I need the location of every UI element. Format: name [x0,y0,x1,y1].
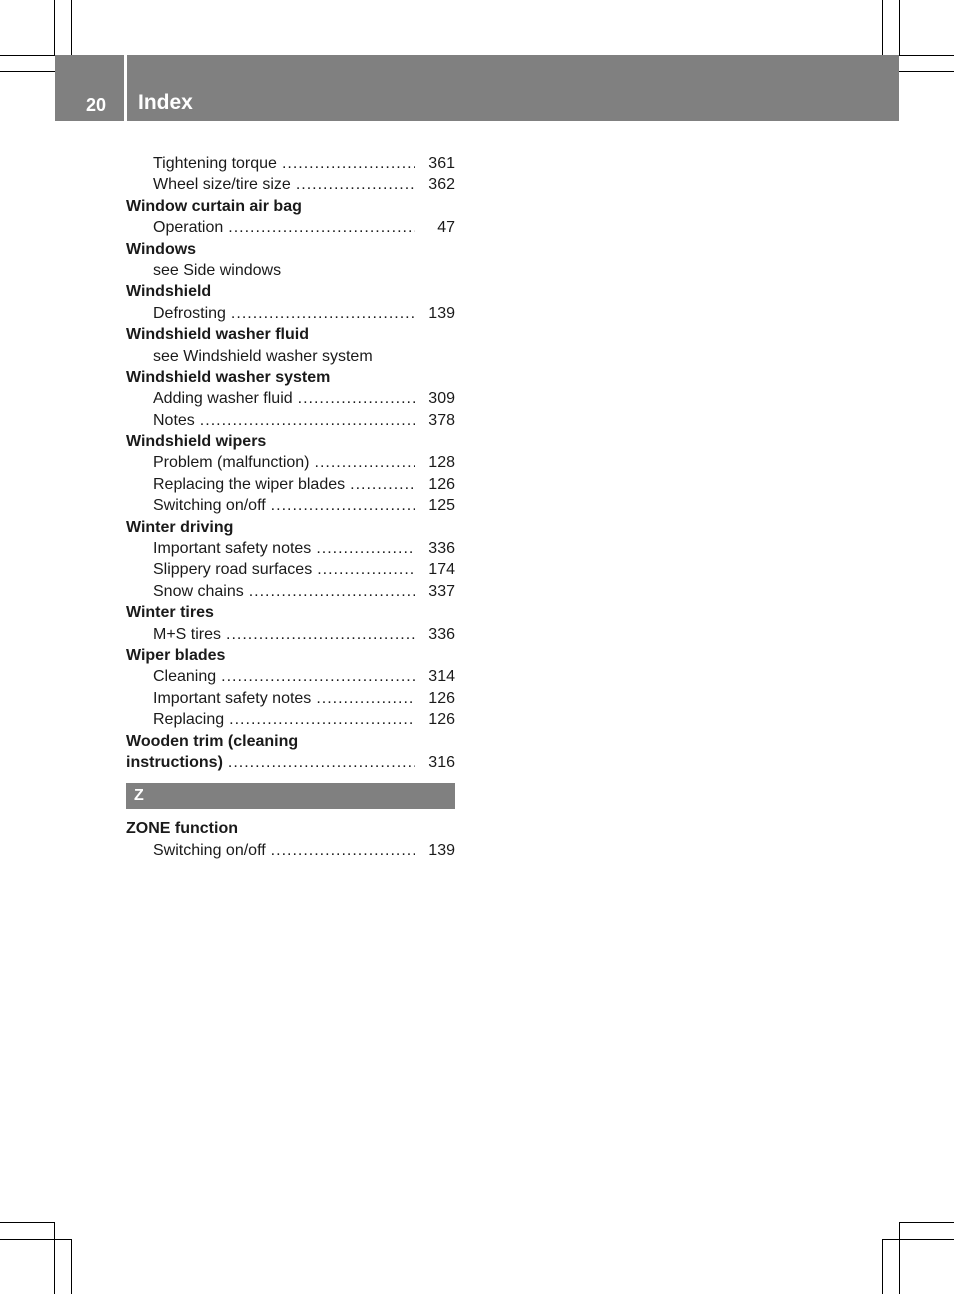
entry-text: M+S tires [153,625,222,643]
index-subentry [126,153,455,174]
entry-text: Windshield washer system [126,368,331,386]
entry-text: Switching on/off [153,497,266,515]
index-subentry [126,410,455,431]
dot-leader [316,688,415,709]
entry-text: Replacing [153,711,225,729]
entry-text: Defrosting [153,304,226,322]
crop-mark [0,55,55,56]
entry-text: Problem (malfunction) [153,454,310,472]
page-reference[interactable]: 47 [437,219,455,237]
page-reference[interactable]: 361 [428,155,455,172]
index-subentry [126,260,455,281]
dot-leader [249,581,415,602]
index-subentry [126,559,455,580]
crop-mark [899,1222,954,1223]
dot-leader [282,153,415,174]
entry-text: Adding washer fluid [153,390,293,408]
index-heading [126,818,455,839]
index-subentry [126,666,455,687]
entry-text: Switching on/off [153,841,266,859]
entry-text: Important safety notes [153,540,312,558]
index-subentry [126,174,455,195]
entry-text: Snow chains [153,582,244,600]
dot-leader [229,709,415,730]
page-reference[interactable]: 378 [428,411,455,429]
crop-mark [882,1239,883,1294]
dot-leader [317,559,415,580]
page-reference[interactable]: 126 [428,689,455,707]
page-reference[interactable]: 139 [428,841,455,859]
dot-leader [228,217,415,238]
entry-text: Cleaning [153,668,217,686]
index-heading [126,645,455,666]
entry-text: Notes [153,411,195,429]
page-reference[interactable]: 337 [428,582,455,600]
index-heading [126,517,455,538]
page-reference[interactable]: 336 [428,625,455,643]
index-heading [126,281,455,302]
dot-leader [226,624,415,645]
entry-text: Tightening torque [153,155,277,172]
entry-text: Windows [126,240,197,258]
section-letter-bar: Z [126,783,455,809]
page-reference[interactable]: 139 [428,304,455,322]
index-heading [126,431,455,452]
crop-mark [54,1222,55,1294]
entry-text: Replacing the wiper blades [153,475,346,493]
entry-text: see Windshield washer system [153,347,373,365]
entry-text: Wooden trim (cleaning [126,732,299,750]
entry-text: Slippery road surfaces [153,561,313,579]
index-subentry [126,495,455,516]
crop-mark [882,0,883,55]
entry-text: Window curtain air bag [126,197,302,215]
crop-mark [899,71,954,72]
dot-leader [298,388,415,409]
page-reference[interactable]: 362 [428,176,455,194]
index-subentry [126,688,455,709]
entry-text: Winter driving [126,518,234,536]
index-heading [126,324,455,345]
crop-mark [71,0,72,55]
page-reference[interactable]: 174 [428,561,455,579]
page-reference[interactable]: 336 [428,540,455,558]
crop-mark [0,71,55,72]
entry-text: Windshield [126,283,212,301]
crop-mark [54,0,55,55]
dot-leader [200,410,415,431]
dot-leader [271,495,415,516]
crop-mark [71,1239,72,1294]
entry-text: Operation [153,219,224,237]
crop-mark [899,0,900,55]
index-list-w [126,153,455,773]
dot-leader [231,303,415,324]
index-subentry [126,474,455,495]
index-column [126,153,455,861]
crop-mark [0,1239,72,1240]
page-reference[interactable]: 314 [428,668,455,686]
entry-text: Winter tires [126,604,214,622]
crop-mark [882,1239,954,1240]
page-number: 20 [86,95,107,115]
index-subentry [126,581,455,602]
page-reference[interactable]: 316 [428,753,455,771]
index-subentry [126,303,455,324]
index-subentry [126,217,455,238]
entry-text: Windshield washer fluid [126,326,309,344]
crop-mark [0,1222,55,1223]
index-subentry [126,346,455,367]
dot-leader [296,174,415,195]
index-subentry [126,624,455,645]
page-reference[interactable]: 128 [428,454,455,472]
dot-leader [315,452,416,473]
index-subentry [126,388,455,409]
index-subentry [126,709,455,730]
entry-text: Wheel size/tire size [153,176,291,194]
header-divider [124,55,127,121]
entry-text: Windshield wipers [126,433,267,451]
entry-text: Important safety notes [153,689,312,707]
index-heading [126,602,455,623]
index-heading [126,752,455,773]
page-reference[interactable]: 126 [428,711,455,729]
index-heading [126,367,455,388]
dot-leader [271,840,415,861]
dot-leader [350,474,415,495]
page-reference[interactable]: 309 [428,390,455,408]
dot-leader [228,752,415,773]
crop-mark [899,55,954,56]
index-subentry [126,840,455,861]
page-reference[interactable]: 126 [428,475,455,493]
entry-text: ZONE function [126,820,238,838]
index-subentry [126,452,455,473]
index-heading [126,731,455,752]
index-subentry [126,538,455,559]
entry-text: instructions) [126,753,223,771]
page-title: Index [138,91,193,114]
index-list-z [126,818,455,861]
entry-text: Wiper blades [126,646,226,664]
entry-text: see Side windows [153,261,282,279]
crop-mark [899,1222,900,1294]
index-heading [126,196,455,217]
index-heading [126,239,455,260]
dot-leader [316,538,415,559]
dot-leader [221,666,415,687]
page-reference[interactable]: 125 [428,497,455,515]
